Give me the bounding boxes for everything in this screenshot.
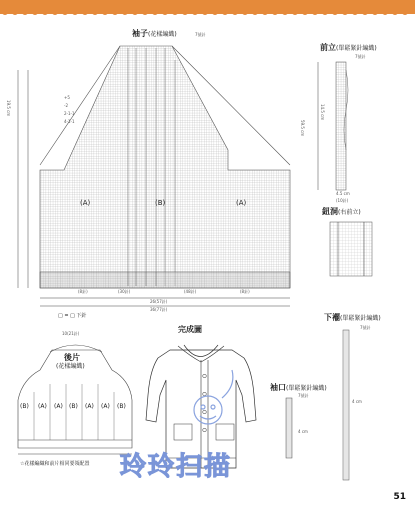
hem-needle: 7號針 [360,325,371,330]
sleeve-note: +5 [64,95,70,100]
sleeve-length: 19.5 cm [6,100,11,117]
front-band-length: 14.5 cm [320,104,325,121]
page-number: 51 [393,492,406,502]
sleeve-part-a-right: (A) [236,199,247,207]
back-part: (B) [117,403,126,410]
sleeve-bottom-note: (48針) [184,289,197,294]
sleeve-width: 36(77針) [150,307,168,312]
watermark-text: 玲玲扫描 [120,452,233,482]
back-part: (A) [101,403,110,410]
back-part: (B) [69,403,78,410]
front-band-needle: 7號針 [355,54,366,59]
buttonhole-title: 鈕洞(右前立) [322,207,361,216]
cuff-title: 袖口(單鬆緊針編織) [270,383,327,392]
sleeve-title: 袖子(花樣編織) [132,29,177,38]
front-band-total: 59.5 cm [300,120,305,137]
sleeve-width: 26(57針) [150,299,168,304]
cuff-needle: 7號針 [298,393,309,398]
back-title: 後片 [64,353,80,362]
cuff-height: 4 cm [298,429,308,434]
sleeve-note: 4-1-1 [64,119,75,124]
sleeve-chart [18,46,290,306]
back-part: (B) [20,403,29,410]
sleeve-part-b: (B) [155,199,166,207]
sleeve-part-a-left: (A) [80,199,91,207]
sleeve-needle-note: 7號針 [195,32,206,37]
hem-height: 4 cm [352,399,362,404]
sleeve-note: -2 [64,103,68,108]
back-top-width: 10(21針) [62,331,80,336]
back-part: (A) [85,403,94,410]
front-band-title: 前立(單鬆緊針編織) [320,43,377,52]
mascot-watermark [194,370,233,424]
back-part: (A) [38,403,47,410]
sleeve-bottom-note: (8針) [78,289,88,294]
back-part: (A) [54,403,63,410]
front-band-stitches: (10針) [336,198,349,203]
hem-title: 下襬(單鬆緊針編織) [324,313,381,322]
hem-chart [343,330,349,480]
sleeve-note: 2-1-1 [64,111,75,116]
back-caption: ☆花樣編織和前片相同要領配置 [20,461,90,467]
sleeve-key: □ = □ 下針 [58,313,87,319]
front-band-chart [318,62,348,190]
finished-title: 完成圖 [178,325,202,334]
sleeve-bottom-note: (8針) [240,289,250,294]
buttonhole-chart [330,222,372,276]
back-subtitle: (花樣編織) [56,363,85,370]
sleeve-bottom-note: (30針) [118,289,131,294]
front-band-width: 4.5 cm [336,191,350,196]
cuff-chart [286,398,292,458]
